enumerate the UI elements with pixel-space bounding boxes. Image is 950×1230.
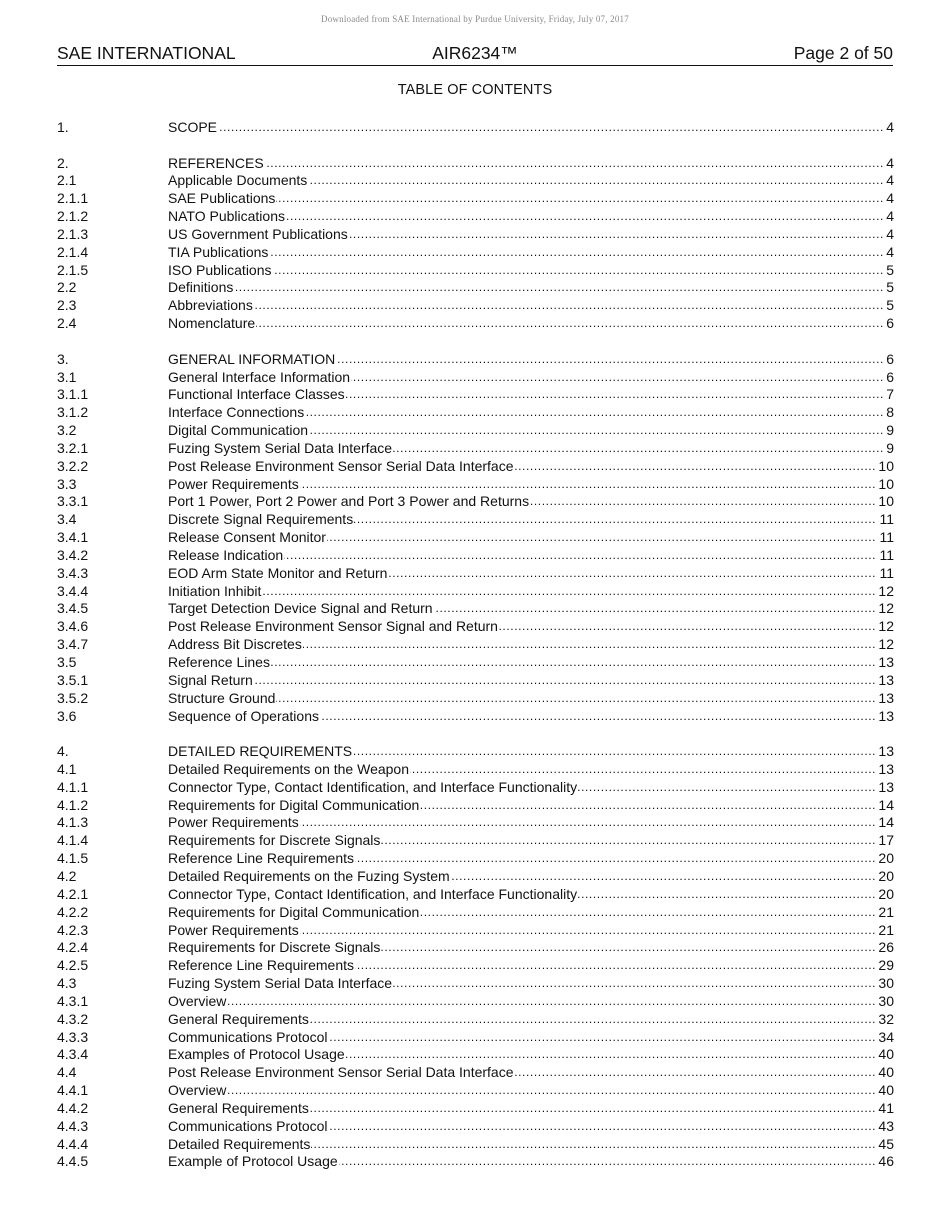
- toc-entry-number: 4.4: [57, 1064, 77, 1081]
- toc-entry[interactable]: [57, 654, 894, 672]
- toc-entry-number: 3.3.1: [57, 493, 89, 510]
- toc-entry-number: 3.5.1: [57, 671, 89, 688]
- toc-entry-title: GENERAL INFORMATION: [168, 350, 336, 367]
- toc-entry-number: 4.2.3: [57, 921, 89, 938]
- toc-entry[interactable]: [57, 922, 894, 940]
- toc-entry-title: Power Requirements: [168, 814, 299, 831]
- toc-entry-title: Post Release Environment Sensor Serial Data Interface: [168, 457, 514, 474]
- toc-entry[interactable]: [57, 1082, 894, 1100]
- toc-entry-title: Requirements for Discrete Signals: [168, 939, 381, 956]
- toc-entry-title-leader: [168, 1029, 875, 1047]
- toc-entry-number: 2.3: [57, 297, 77, 314]
- toc-entry[interactable]: [57, 404, 894, 422]
- toc-entry-page: 12: [875, 600, 894, 618]
- toc-entry-title: Address Bit Discretes: [168, 636, 302, 653]
- toc-entry-page: 10: [875, 476, 894, 494]
- toc-entry-page: 10: [875, 458, 894, 476]
- toc-entry-title: Detailed Requirements: [168, 1135, 311, 1152]
- toc-entry-number: 3.4.5: [57, 600, 89, 617]
- toc-entry-title-leader: [168, 832, 875, 850]
- toc-entry-title: Connector Type, Contact Identification, and Interface Functionality: [168, 885, 578, 902]
- document-number: AIR6234™: [432, 43, 518, 63]
- toc-entry-number: 4.1.5: [57, 850, 89, 867]
- toc-entry[interactable]: [57, 1100, 894, 1118]
- toc-entry-page: 30: [875, 975, 894, 993]
- toc-entry-number: 4.1.2: [57, 796, 89, 813]
- toc-entry-number: 3.3: [57, 475, 77, 492]
- toc-entry-title-leader: [168, 1046, 875, 1064]
- toc-entry-page: 26: [875, 939, 894, 957]
- toc-entry[interactable]: [57, 618, 894, 636]
- toc-entry-title: Digital Communication: [168, 422, 309, 439]
- toc-entry-page: 4: [883, 119, 894, 137]
- toc-entry[interactable]: [57, 1011, 894, 1029]
- toc-entry-title-leader: [168, 529, 876, 547]
- toc-entry-title-leader: [168, 386, 883, 404]
- toc-entry-title-leader: [168, 797, 875, 815]
- toc-entry-title: General Interface Information: [168, 368, 351, 385]
- toc-entry[interactable]: [57, 1064, 894, 1082]
- toc-entry-page: 4: [883, 155, 894, 173]
- toc-entry[interactable]: [57, 565, 894, 583]
- toc-entry[interactable]: [57, 743, 894, 761]
- toc-entry-page: 34: [875, 1029, 894, 1047]
- table-of-contents: [57, 119, 894, 1171]
- toc-entry[interactable]: [57, 957, 894, 975]
- toc-entry-title-leader: [168, 636, 875, 654]
- toc-entry-title-leader: [168, 1100, 875, 1118]
- toc-entry-number: 2.1: [57, 172, 77, 189]
- toc-entry-number: 4.4.4: [57, 1135, 89, 1152]
- toc-entry-title-leader: [168, 404, 883, 422]
- toc-entry-number: 4.4.3: [57, 1117, 89, 1134]
- toc-entry-title: Nomenclature: [168, 315, 256, 332]
- toc-entry[interactable]: [57, 761, 894, 779]
- toc-entry[interactable]: [57, 993, 894, 1011]
- toc-entry-number: 4.: [57, 743, 69, 760]
- toc-entry-number: 2.1.2: [57, 208, 89, 225]
- toc-entry-number: 3.1.2: [57, 404, 89, 421]
- toc-entry-number: 3.6: [57, 707, 77, 724]
- toc-entry-number: 4.4.5: [57, 1153, 89, 1170]
- toc-entry-title-leader: [168, 119, 883, 137]
- toc-entry-title-leader: [168, 779, 875, 797]
- toc-entry-page: 6: [883, 351, 894, 369]
- toc-entry[interactable]: [57, 119, 894, 137]
- toc-entry-title-leader: [168, 1153, 875, 1171]
- toc-entry-page: 6: [883, 369, 894, 387]
- toc-entry-title: Discrete Signal Requirements: [168, 511, 354, 528]
- toc-entry-title-leader: [168, 1064, 875, 1082]
- toc-entry-number: 3.5.2: [57, 689, 89, 706]
- toc-entry-title-leader: [168, 886, 875, 904]
- toc-entry-number: 4.4.1: [57, 1082, 89, 1099]
- toc-entry-number: 3.4.4: [57, 582, 89, 599]
- toc-entry[interactable]: [57, 708, 894, 726]
- toc-entry-title: Overview: [168, 992, 227, 1009]
- toc-entry-page: 12: [875, 618, 894, 636]
- toc-entry-title: Example of Protocol Usage: [168, 1153, 338, 1170]
- toc-entry-page: 40: [875, 1082, 894, 1100]
- toc-entry-title: General Requirements: [168, 1099, 309, 1116]
- toc-entry[interactable]: [57, 226, 894, 244]
- toc-entry-page: 6: [883, 315, 894, 333]
- toc-entry[interactable]: [57, 529, 894, 547]
- toc-entry-page: 14: [875, 797, 894, 815]
- toc-entry-title: REFERENCES: [168, 154, 264, 171]
- toc-entry-number: 4.2.5: [57, 957, 89, 974]
- toc-entry-title-leader: [168, 315, 883, 333]
- toc-entry-title: Fuzing System Serial Data Interface: [168, 439, 393, 456]
- toc-entry-page: 7: [883, 386, 894, 404]
- toc-entry-number: 2.1.1: [57, 190, 89, 207]
- toc-entry-title-leader: [168, 244, 883, 262]
- toc-entry-number: 4.3.3: [57, 1028, 89, 1045]
- toc-entry[interactable]: [57, 315, 894, 333]
- toc-entry-page: 17: [875, 832, 894, 850]
- toc-entry[interactable]: [57, 939, 894, 957]
- toc-entry-title: Definitions: [168, 279, 234, 296]
- toc-entry-title: SAE Publications: [168, 190, 276, 207]
- toc-entry-title: Power Requirements: [168, 475, 299, 492]
- toc-entry-title: General Requirements: [168, 1010, 309, 1027]
- toc-entry[interactable]: [57, 351, 894, 369]
- toc-entry-number: 4.3.1: [57, 992, 89, 1009]
- toc-entry-number: 4.3: [57, 975, 77, 992]
- toc-entry-title: Requirements for Discrete Signals: [168, 832, 381, 849]
- toc-entry-page: 4: [883, 172, 894, 190]
- toc-entry[interactable]: [57, 297, 894, 315]
- toc-entry[interactable]: [57, 1029, 894, 1047]
- toc-entry-title-leader: [168, 262, 883, 280]
- toc-entry-title: Applicable Documents: [168, 172, 308, 189]
- toc-entry[interactable]: [57, 493, 894, 511]
- toc-entry-number: 3.4.1: [57, 529, 89, 546]
- toc-entry-title: Target Detection Device Signal and Return: [168, 600, 433, 617]
- toc-entry-title-leader: [168, 939, 875, 957]
- toc-entry-page: 4: [883, 190, 894, 208]
- toc-entry-title: Port 1 Power, Port 2 Power and Port 3 Power and Returns: [168, 493, 530, 510]
- toc-entry-number: 3.: [57, 350, 69, 367]
- toc-entry-title: Communications Protocol: [168, 1117, 328, 1134]
- toc-entry-title: Communications Protocol: [168, 1028, 328, 1045]
- toc-entry-title-leader: [168, 868, 875, 886]
- toc-entry-number: 3.4.3: [57, 564, 89, 581]
- download-watermark: Downloaded from SAE International by Purdue University, Friday, July 07, 2017: [321, 14, 629, 24]
- toc-entry-number: 2.1.4: [57, 243, 89, 260]
- toc-entry-title: Abbreviations: [168, 297, 253, 314]
- toc-entry[interactable]: [57, 583, 894, 601]
- toc-entry-title: Reference Line Requirements: [168, 850, 354, 867]
- toc-entry-title-leader: [168, 279, 883, 297]
- toc-entry-page: 5: [883, 297, 894, 315]
- toc-entry-title-leader: [168, 547, 876, 565]
- toc-entry-number: 4.2.2: [57, 903, 89, 920]
- toc-entry[interactable]: [57, 547, 894, 565]
- toc-entry-number: 3.2: [57, 422, 77, 439]
- toc-entry-page: 9: [883, 422, 894, 440]
- toc-entry-title-leader: [168, 654, 875, 672]
- toc-entry-title: DETAILED REQUIREMENTS: [168, 743, 353, 760]
- toc-entry[interactable]: [57, 600, 894, 618]
- toc-entry-title-leader: [168, 422, 883, 440]
- toc-entry-page: 13: [875, 708, 894, 726]
- toc-entry-page: 32: [875, 1011, 894, 1029]
- toc-entry-page: 29: [875, 957, 894, 975]
- toc-entry-page: 21: [875, 922, 894, 940]
- toc-entry-page: 13: [875, 672, 894, 690]
- toc-entry-number: 4.3.2: [57, 1010, 89, 1027]
- toc-entry-number: 4.1: [57, 760, 77, 777]
- toc-entry[interactable]: [57, 172, 894, 190]
- toc-entry[interactable]: [57, 1136, 894, 1154]
- toc-entry-number: 4.3.4: [57, 1046, 89, 1063]
- toc-entry-number: 3.4: [57, 511, 77, 528]
- toc-entry-title-leader: [168, 1082, 875, 1100]
- toc-entry-title-leader: [168, 1136, 875, 1154]
- toc-entry-title-leader: [168, 351, 883, 369]
- toc-entry-page: 5: [883, 279, 894, 297]
- toc-entry-page: 10: [875, 493, 894, 511]
- toc-entry[interactable]: [57, 262, 894, 280]
- toc-entry[interactable]: [57, 511, 894, 529]
- toc-entry-page: 4: [883, 208, 894, 226]
- toc-entry-title-leader: [168, 476, 875, 494]
- toc-entry-number: 4.4.2: [57, 1099, 89, 1116]
- toc-entry-number: 2.2: [57, 279, 77, 296]
- toc-entry-title-leader: [168, 458, 875, 476]
- toc-entry[interactable]: [57, 1153, 894, 1171]
- toc-entry-page: 4: [883, 244, 894, 262]
- toc-entry-title: Examples of Protocol Usage: [168, 1046, 345, 1063]
- toc-entry-number: 4.2.4: [57, 939, 89, 956]
- toc-entry-title-leader: [168, 814, 875, 832]
- toc-entry-page: 40: [875, 1064, 894, 1082]
- toc-entry-title-leader: [168, 440, 883, 458]
- toc-entry-title: Functional Interface Classes: [168, 386, 345, 403]
- toc-entry-title-leader: [168, 690, 875, 708]
- toc-entry-title-leader: [168, 493, 875, 511]
- toc-entry-title: Reference Line Requirements: [168, 957, 354, 974]
- toc-entry-title-leader: [168, 761, 875, 779]
- toc-entry-title-leader: [168, 297, 883, 315]
- toc-entry-title: Interface Connections: [168, 404, 305, 421]
- toc-entry-title-leader: [168, 172, 883, 190]
- toc-entry-page: 45: [875, 1136, 894, 1154]
- toc-entry-page: 20: [875, 886, 894, 904]
- toc-entry-number: 2.4: [57, 315, 77, 332]
- page-indicator: Page 2 of 50: [793, 43, 893, 63]
- toc-entry-title-leader: [168, 850, 875, 868]
- toc-entry-page: 13: [875, 654, 894, 672]
- toc-entry-number: 3.2.1: [57, 439, 89, 456]
- toc-entry-page: 8: [883, 404, 894, 422]
- toc-entry[interactable]: [57, 690, 894, 708]
- toc-entry[interactable]: [57, 1046, 894, 1064]
- toc-entry-title-leader: [168, 1118, 875, 1136]
- toc-entry-number: 2.1.5: [57, 261, 89, 278]
- toc-entry-page: 43: [875, 1118, 894, 1136]
- toc-entry-title-leader: [168, 565, 876, 583]
- toc-entry[interactable]: [57, 458, 894, 476]
- toc-entry[interactable]: [57, 797, 894, 815]
- toc-entry-page: 13: [875, 690, 894, 708]
- toc-entry-title: Power Requirements: [168, 921, 299, 938]
- toc-entry[interactable]: [57, 369, 894, 387]
- toc-entry-page: 12: [875, 583, 894, 601]
- toc-entry-number: 3.4.2: [57, 546, 89, 563]
- toc-entry[interactable]: [57, 779, 894, 797]
- toc-entry-title-leader: [168, 708, 875, 726]
- toc-entry-page: 30: [875, 993, 894, 1011]
- toc-entry-title: Structure Ground: [168, 689, 276, 706]
- toc-entry[interactable]: [57, 155, 894, 173]
- toc-entry-page: 41: [875, 1100, 894, 1118]
- toc-entry-page: 9: [883, 440, 894, 458]
- toc-entry-title-leader: [168, 155, 883, 173]
- toc-entry[interactable]: [57, 850, 894, 868]
- toc-entry-page: 13: [875, 761, 894, 779]
- toc-entry[interactable]: [57, 279, 894, 297]
- toc-entry-number: 3.1: [57, 368, 77, 385]
- toc-entry-title-leader: [168, 369, 883, 387]
- toc-entry-title: Reference Lines: [168, 654, 270, 670]
- toc-entry-page: 11: [876, 511, 894, 529]
- toc-entry-number: 1.: [57, 119, 69, 135]
- toc-entry-title-leader: [168, 226, 883, 244]
- toc-entry-title-leader: [168, 600, 875, 618]
- toc-entry-number: 4.1.3: [57, 814, 89, 831]
- toc-entry-title-leader: [168, 583, 875, 601]
- toc-entry-page: 20: [875, 868, 894, 886]
- toc-entry-page: 21: [875, 904, 894, 922]
- toc-entry[interactable]: [57, 440, 894, 458]
- toc-entry-number: 3.2.2: [57, 457, 89, 474]
- toc-entry-title: SCOPE: [168, 119, 218, 135]
- toc-entry-page: 40: [875, 1046, 894, 1064]
- toc-entry-number: 3.4.6: [57, 618, 89, 635]
- toc-entry-title-leader: [168, 672, 875, 690]
- toc-entry-title: Release Consent Monitor: [168, 529, 326, 546]
- toc-entry[interactable]: [57, 814, 894, 832]
- toc-entry-title: US Government Publications: [168, 225, 348, 242]
- toc-entry-title-leader: [168, 993, 875, 1011]
- toc-entry-number: 4.1.4: [57, 832, 89, 849]
- toc-entry-title: Signal Return: [168, 671, 253, 688]
- toc-entry-number: 2.1.3: [57, 225, 89, 242]
- toc-entry-title: Detailed Requirements on the Weapon: [168, 760, 410, 777]
- toc-entry[interactable]: [57, 244, 894, 262]
- toc-entry-page: 20: [875, 850, 894, 868]
- toc-entry-title: Sequence of Operations: [168, 707, 319, 724]
- toc-entry[interactable]: [57, 476, 894, 494]
- toc-entry[interactable]: [57, 975, 894, 993]
- toc-entry-page: 5: [883, 262, 894, 280]
- toc-entry[interactable]: [57, 386, 894, 404]
- toc-entry-title: Fuzing System Serial Data Interface: [168, 975, 393, 992]
- toc-entry[interactable]: [57, 636, 894, 654]
- toc-entry-number: 3.4.7: [57, 636, 89, 653]
- toc-entry-page: 4: [883, 226, 894, 244]
- toc-entry[interactable]: [57, 208, 894, 226]
- toc-entry-title-leader: [168, 1011, 875, 1029]
- toc-entry-title: Connector Type, Contact Identification, and Interface Functionality: [168, 778, 578, 795]
- toc-entry-title: EOD Arm State Monitor and Return: [168, 564, 388, 581]
- toc-entry[interactable]: [57, 1118, 894, 1136]
- toc-entry-title: TIA Publications: [168, 243, 269, 260]
- toc-entry-title-leader: [168, 618, 875, 636]
- toc-entry-title: Post Release Environment Sensor Serial Data Interface: [168, 1064, 514, 1081]
- toc-entry-title-leader: [168, 904, 875, 922]
- toc-entry-title: Requirements for Digital Communication: [168, 903, 420, 920]
- toc-entry-title-leader: [168, 922, 875, 940]
- toc-entry[interactable]: [57, 672, 894, 690]
- toc-entry-page: 13: [875, 743, 894, 761]
- toc-entry-number: 4.1.1: [57, 778, 89, 795]
- toc-entry-title: Detailed Requirements on the Fuzing System: [168, 867, 450, 884]
- toc-entry-title: Initiation Inhibit: [168, 582, 262, 599]
- toc-entry-page: 12: [875, 636, 894, 654]
- toc-entry-page: 46: [875, 1153, 894, 1171]
- toc-entry-title: Post Release Environment Sensor Signal and Return: [168, 618, 498, 635]
- toc-entry[interactable]: [57, 886, 894, 904]
- toc-entry[interactable]: [57, 904, 894, 922]
- toc-entry-title-leader: [168, 511, 876, 529]
- page-header: [57, 43, 893, 66]
- toc-entry-number: 4.2.1: [57, 885, 89, 902]
- toc-entry-number: 4.2: [57, 867, 77, 884]
- toc-entry-title: NATO Publications: [168, 208, 285, 225]
- toc-entry-number: 3.5: [57, 654, 77, 670]
- toc-entry-page: 13: [875, 779, 894, 797]
- toc-heading: TABLE OF CONTENTS: [397, 82, 553, 98]
- toc-entry-title: Overview: [168, 1082, 227, 1099]
- toc-entry-title: Release Indication: [168, 546, 284, 563]
- toc-entry[interactable]: [57, 422, 894, 440]
- toc-entry-page: 11: [876, 565, 894, 583]
- toc-entry[interactable]: [57, 190, 894, 208]
- toc-entry[interactable]: [57, 832, 894, 850]
- toc-entry-title: ISO Publications: [168, 261, 272, 278]
- toc-entry[interactable]: [57, 868, 894, 886]
- publisher-name: SAE INTERNATIONAL: [57, 43, 236, 63]
- toc-entry-title-leader: [168, 743, 875, 761]
- toc-entry-title-leader: [168, 208, 883, 226]
- toc-entry-page: 11: [876, 547, 894, 565]
- toc-entry-title-leader: [168, 975, 875, 993]
- toc-entry-number: 2.: [57, 154, 69, 171]
- toc-entry-page: 11: [876, 529, 894, 547]
- toc-entry-title-leader: [168, 190, 883, 208]
- toc-entry-page: 14: [875, 814, 894, 832]
- toc-entry-number: 3.1.1: [57, 386, 89, 403]
- toc-entry-title: Requirements for Digital Communication: [168, 796, 420, 813]
- toc-entry-title-leader: [168, 957, 875, 975]
